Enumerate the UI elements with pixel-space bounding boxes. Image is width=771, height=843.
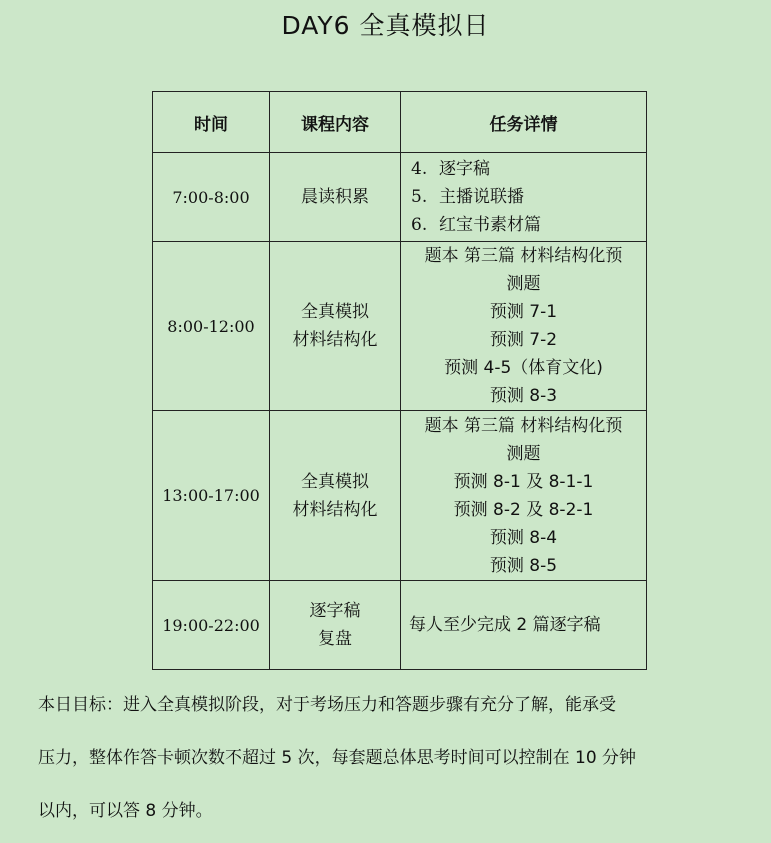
task-line: 测题 (506, 274, 541, 294)
task-number: 4. (411, 159, 428, 179)
table-header-row (153, 92, 647, 153)
task-line: 预测 8-4 (489, 527, 558, 548)
task-line: 题本 第三篇 材料结构化预 (424, 246, 623, 266)
task-line: 题本 第三篇 材料结构化预 (424, 415, 623, 436)
course-line: 全真模拟 (301, 302, 369, 322)
task-text: 主播说联播 (439, 187, 524, 207)
task-item (411, 183, 646, 211)
course-cell (270, 242, 401, 411)
task-text: 逐字稿 (439, 159, 490, 179)
header-course: 课程内容 (270, 92, 401, 153)
table-row (153, 411, 647, 581)
task-cell: 每人至少完成 2 篇逐字稿 (401, 581, 647, 670)
time-cell: 19:00-22:00 (153, 581, 270, 670)
table-row (153, 581, 647, 670)
goal-line: 本日目标：进入全真模拟阶段，对于考场压力和答题步骤有充分了解，能承受 (38, 695, 616, 715)
course-line: 复盘 (318, 629, 352, 649)
header-time: 时间 (153, 92, 270, 153)
table-row (153, 242, 647, 411)
time-cell: 13:00-17:00 (153, 411, 270, 581)
header-tasks: 任务详情 (401, 92, 647, 153)
task-line: 预测 8-5 (489, 555, 558, 576)
page-title: DAY6 全真模拟日 (281, 11, 490, 40)
task-number: 5. (411, 187, 428, 207)
goal-line: 以内，可以答 8 分钟。 (38, 801, 213, 821)
task-cell (401, 153, 647, 242)
task-line: 预测 8-1 及 8-1-1 (453, 471, 594, 492)
task-line: 测题 (506, 443, 541, 464)
goal-line: 压力，整体作答卡顿次数不超过 5 次，每套题总体思考时间可以控制在 10 分钟 (38, 748, 637, 768)
task-item (411, 155, 646, 183)
task-cell (401, 242, 647, 411)
task-line: 预测 7-1 (489, 302, 558, 322)
course-cell (270, 153, 401, 242)
task-line: 预测 8-3 (489, 386, 558, 406)
task-text: 红宝书素材篇 (439, 215, 541, 235)
course-line: 材料结构化 (292, 330, 378, 350)
course-cell (270, 411, 401, 581)
task-number: 6. (411, 215, 428, 235)
task-line: 预测 8-2 及 8-2-1 (453, 499, 594, 520)
task-line: 预测 7-2 (489, 330, 558, 350)
daily-goal (38, 679, 743, 838)
course-line: 材料结构化 (292, 499, 378, 520)
task-item (411, 211, 646, 239)
time-cell: 7:00-8:00 (153, 153, 270, 242)
course-cell (270, 581, 401, 670)
time-cell: 8:00-12:00 (153, 242, 270, 411)
course-line: 逐字稿 (309, 601, 361, 621)
course-line: 全真模拟 (301, 471, 369, 492)
table-row (153, 153, 647, 242)
task-cell (401, 411, 647, 581)
course-line: 晨读积累 (301, 187, 369, 207)
task-line: 预测 4-5（体育文化) (444, 358, 603, 378)
schedule-table (152, 91, 647, 670)
